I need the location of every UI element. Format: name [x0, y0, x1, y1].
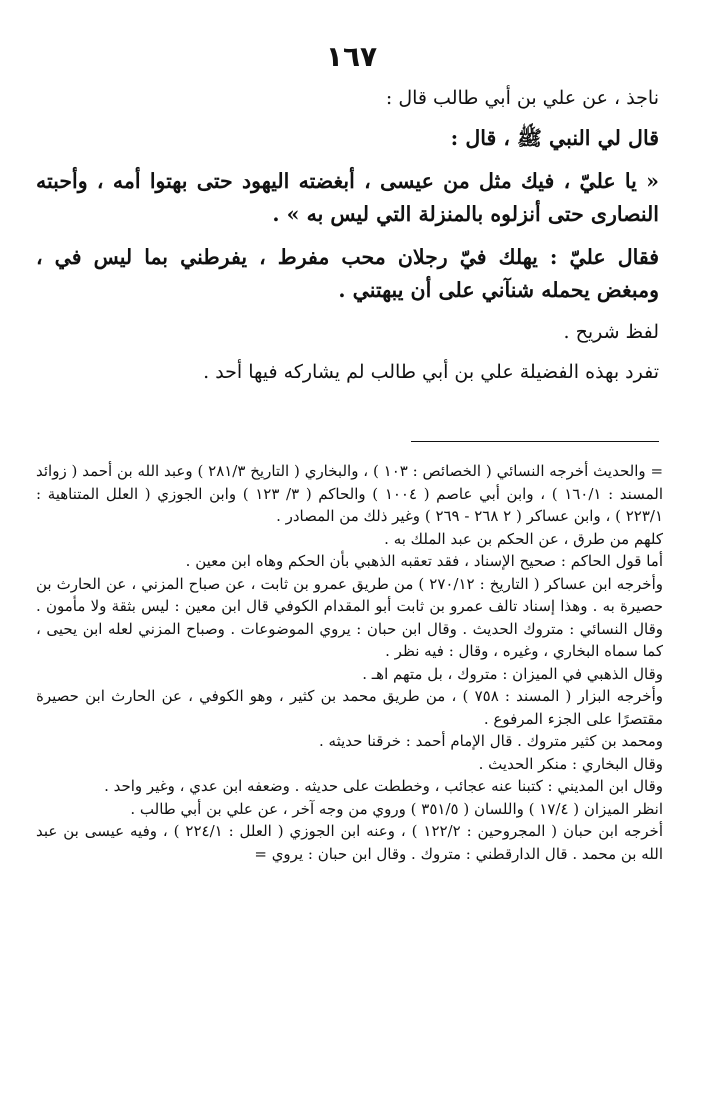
footnote-paragraph: أخرجه ابن حبان ( المجروحين : ١٢٢/٢ ) ، وعنه ابن الجوزي ( العلل : ٢٢٤/١ ) ، وفيه عيسى بن عبد الله بن محمد . قال الدارقطني : متروك . وقال ابن حبان : يروي =	[36, 822, 663, 863]
narrator-note: لفظ شريح .	[563, 321, 659, 343]
hadith-quote: « يا عليّ ، فيك مثل من عيسى ، أبغضته اليهود حتى بهتوا أمه ، وأحبته النصارى حتى أنزلوه بالمنزلة التي ليس به » .	[36, 169, 659, 226]
footnote-paragraph: ومحمد بن كثير متروك . قال الإمام أحمد : خرقنا حديثه .	[319, 732, 663, 750]
page-number: ١٦٧	[325, 40, 378, 73]
footnotes	[36, 460, 663, 865]
footnote-paragraph: وقال البخاري : منكر الحديث .	[478, 754, 663, 773]
intro-line: ناجذ ، عن علي بن أبي طالب قال :	[385, 87, 659, 109]
footnote-paragraph: وقال ابن المديني : كتبنا عنه عجائب ، وخططت على حديثه . وضعفه ابن عدي ، وغير واحد .	[104, 777, 663, 795]
footnote-paragraph: انظر الميزان ( ١٧/٤ ) واللسان ( ٣٥١/٥ ) وروي من وجه آخر ، عن علي بن أبي طالب .	[130, 799, 663, 818]
footnote-separator	[411, 441, 659, 442]
footnote-paragraph: كلهم من طرق ، عن الحكم بن عبد الملك به .	[384, 529, 663, 548]
virtue-note: تفرد بهذه الفضيلة علي بن أبي طالب لم يشاركه فيها أحد .	[203, 361, 659, 383]
main-text	[36, 84, 659, 387]
footnote-paragraph: = والحديث أخرجه النسائي ( الخصائص : ١٠٣ ) ، والبخاري ( التاريخ ٢٨١/٣ ) وعبد الله بن أحمد ( زوائد المسند : ١٦٠/١ ) ، وابن أبي عاصم ( ١٠٠٤ ) والحاكم ( ٣/ ١٢٣ ) وابن الجوزي ( العلل المتناهية : ٢٢٣/١ ) ، وابن عساكر ( ٢ ٢٦٨ - ٢٦٩ ) وغير ذلك من المصادر .	[36, 462, 664, 525]
footnote-paragraph: وأخرجه البزار ( المسند : ٧٥٨ ) ، من طريق محمد بن كثير ، وهو الكوفي ، عن الحارث ابن حصيرة مقتصرًا على الجزء المرفوع .	[36, 687, 663, 728]
prophet-said-line: قال لي النبي ﷺ ، قال :	[450, 126, 659, 150]
footnote-paragraph: أما قول الحاكم : صحيح الإسناد ، فقد تعقبه الذهبي بأن الحكم وهاه ابن معين .	[185, 552, 663, 570]
footnote-paragraph: وأخرجه ابن عساكر ( التاريخ : ٢٧٠/١٢ ) من طريق عمرو بن ثابت ، عن صباح المزني ، عن الحارث بن حصيرة به . وهذا إسناد تالف عمرو بن ثابت أبو المقدام الكوفي قال ابن معين : ليس بثقة ولا مأمون . وقال النسائي : متروك الحديث . وقال ابن حبان : يروي الموضوعات . وصباح المزني لعله ابن يحيى ، كما سماه البخاري ، وغيره ، وقال : فيه نظر .	[36, 574, 663, 660]
footnote-paragraph: وقال الذهبي في الميزان : متروك ، بل متهم اهـ .	[362, 664, 663, 683]
ali-response: فقال عليّ : يهلك فيّ رجلان محب مفرط ، يفرطني بما ليس في ، ومبغض يحمله شنآني على أن يبهتني .	[36, 245, 659, 302]
